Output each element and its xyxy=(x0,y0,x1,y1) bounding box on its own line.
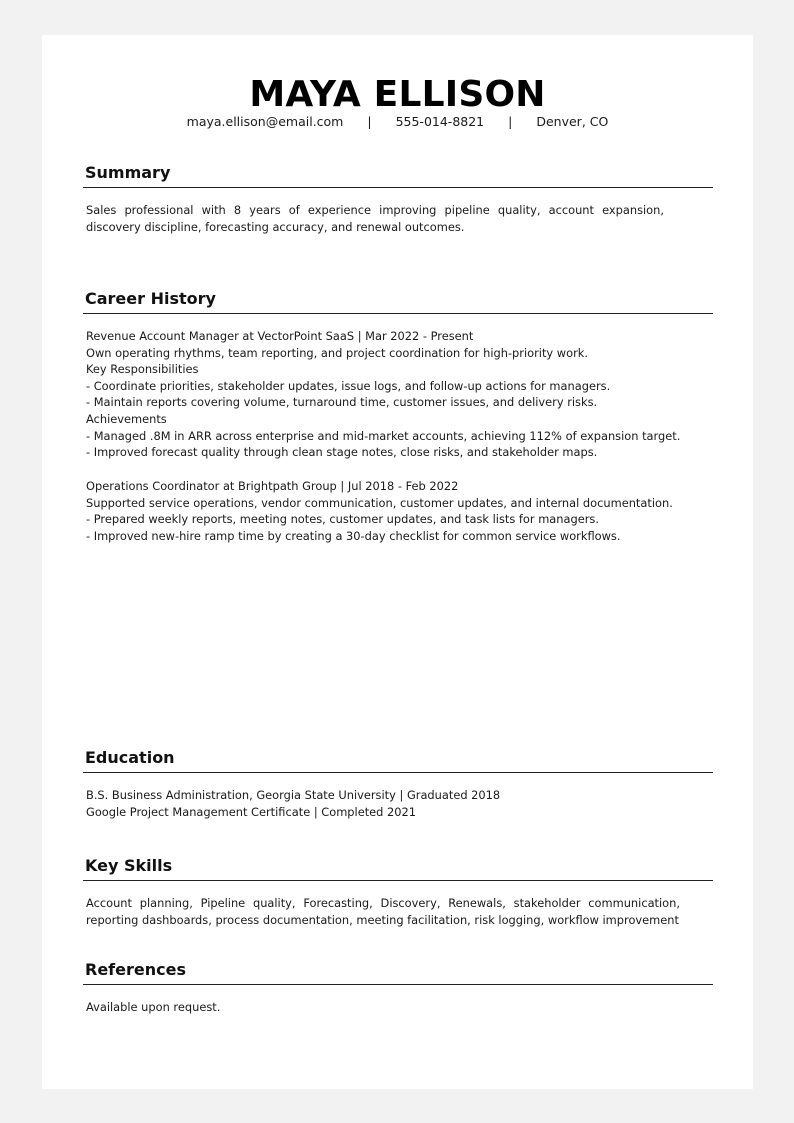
section-divider xyxy=(83,187,713,188)
education-item: B.S. Business Administration, Georgia State University | Graduated 2018 xyxy=(86,788,501,802)
resume-page xyxy=(42,35,753,1089)
contact-separator: | xyxy=(508,114,513,129)
section-title-summary: Summary xyxy=(85,163,171,182)
list-item: - Prepared weekly reports, meeting notes, customer updates, and task lists for managers. xyxy=(86,512,599,527)
references-text: Available upon request. xyxy=(86,1000,221,1014)
job-description: Own operating rhythms, team reporting, and project coordination for high-priority work. xyxy=(86,345,588,360)
section-title-education: Education xyxy=(85,748,175,767)
achievements-label: Achievements xyxy=(86,411,167,426)
responsibilities-label: Key Responsibilities xyxy=(86,362,199,377)
section-title-career: Career History xyxy=(85,289,216,308)
job-heading: Operations Coordinator at Brightpath Group | Jul 2018 - Feb 2022 xyxy=(86,479,459,493)
education-item: Google Project Management Certificate | Completed 2021 xyxy=(86,804,417,819)
section-divider xyxy=(83,313,713,314)
list-item: - Improved new-hire ramp time by creating a 30-day checklist for common service workflows. xyxy=(86,528,621,543)
list-item: - Managed .8M in ARR across enterprise and mid-market accounts, achieving 112% of expansion target. xyxy=(86,428,681,443)
job-heading: Revenue Account Manager at VectorPoint SaaS | Mar 2022 - Present xyxy=(86,329,474,343)
section-title-skills: Key Skills xyxy=(85,856,173,875)
education-list xyxy=(86,787,686,820)
section-divider xyxy=(83,880,713,881)
contact-phone: 555-014-8821 xyxy=(395,114,485,129)
career-job-1 xyxy=(86,328,686,461)
career-job-2 xyxy=(86,478,686,544)
contact-email: maya.ellison@email.com xyxy=(186,114,344,129)
contact-separator: | xyxy=(367,114,372,129)
summary-text: Sales professional with 8 years of experience improving pipeline quality, account expansion, discovery discipline, forecasting accuracy, and renewal outcomes. xyxy=(86,203,664,234)
section-divider xyxy=(83,772,713,773)
list-item: - Improved forecast quality through clean stage notes, close risks, and stakeholder maps. xyxy=(86,445,598,460)
list-item: - Maintain reports covering volume, turnaround time, customer issues, and delivery risks. xyxy=(86,395,598,410)
contact-location: Denver, CO xyxy=(536,114,609,129)
skills-text: Account planning, Pipeline quality, Forecasting, Discovery, Renewals, stakeholder communication, reporting dashboards, process documentation, meeting facilitation, risk logging, workflow improvement xyxy=(86,896,680,927)
list-item: - Coordinate priorities, stakeholder updates, issue logs, and follow-up actions for managers. xyxy=(86,378,611,393)
section-divider xyxy=(83,984,713,985)
contact-line xyxy=(42,114,753,130)
candidate-name: MAYA ELLISON xyxy=(249,74,546,115)
section-title-references: References xyxy=(85,960,186,979)
job-description: Supported service operations, vendor communication, customer updates, and internal documentation. xyxy=(86,495,673,510)
